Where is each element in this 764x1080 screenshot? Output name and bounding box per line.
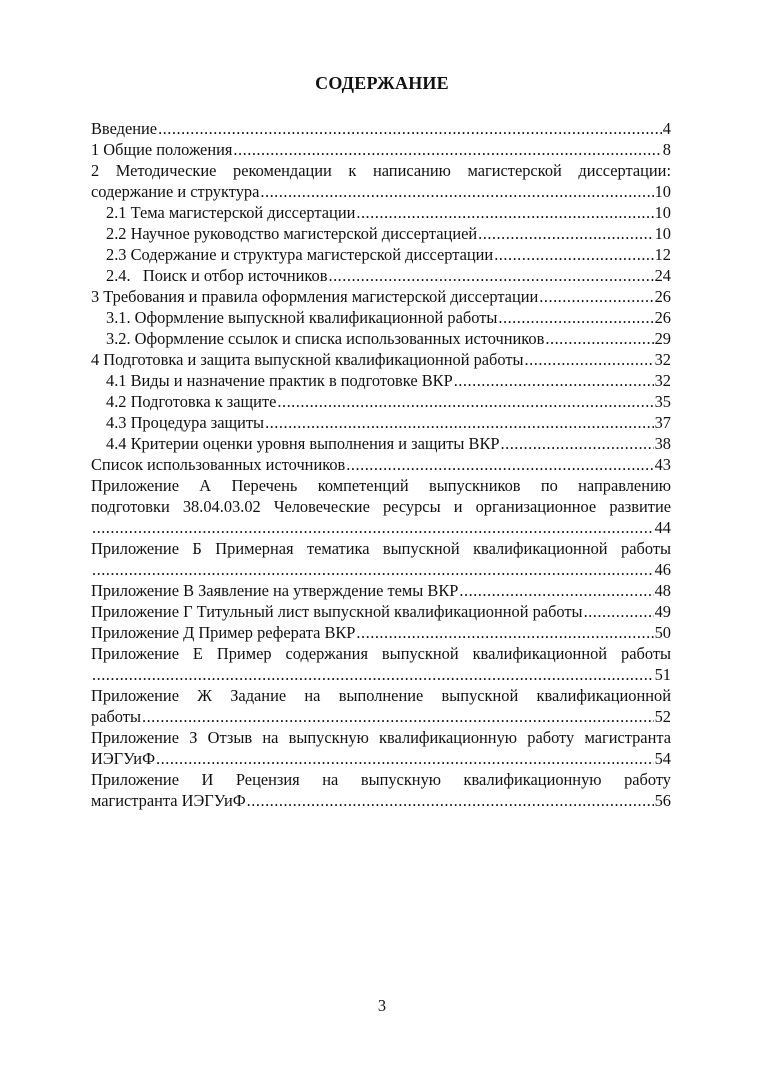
toc-entry-section-2-4[interactable] xyxy=(91,265,671,286)
leader-dots xyxy=(277,391,653,412)
toc-entry-page: 29 xyxy=(654,329,671,348)
toc-entry-title: работы xyxy=(91,707,141,726)
toc-entry-section-2-2[interactable] xyxy=(91,223,671,244)
toc-entry-section-4-4[interactable] xyxy=(91,433,671,454)
toc-entry-title-line: Приложение Ж Задание на выполнение выпускной квалификационной xyxy=(91,686,671,705)
toc-entry-title: 4.1 Виды и назначение практик в подготовке ВКР xyxy=(106,371,453,390)
leader-dots xyxy=(156,748,654,769)
toc-entry-page: 46 xyxy=(654,560,671,579)
leader-dots xyxy=(260,181,653,202)
leader-dots xyxy=(501,433,654,454)
leader-dots xyxy=(459,580,653,601)
leader-dots xyxy=(545,328,653,349)
toc-entry-page: 35 xyxy=(654,392,671,411)
leader-dots xyxy=(92,664,654,685)
leader-dots xyxy=(233,139,661,160)
leader-dots xyxy=(494,244,653,265)
toc-entry-title: Приложение Г Титульный лист выпускной квалификационной работы xyxy=(91,602,583,621)
leader-dots xyxy=(247,790,654,811)
toc-entry-page: 51 xyxy=(654,665,671,684)
toc-entry-page: 37 xyxy=(654,413,671,432)
toc-entry-section-3[interactable] xyxy=(91,286,671,307)
toc-entry-page: 44 xyxy=(654,518,671,537)
toc-entry-section-3-2[interactable] xyxy=(91,328,671,349)
toc-entry-title: 2.3 Содержание и структура магистерской диссертации xyxy=(106,245,494,264)
toc-entry-section-1[interactable] xyxy=(91,139,671,160)
toc-entry-title: Приложение В Заявление на утверждение темы ВКР xyxy=(91,581,459,600)
toc-entry-references[interactable] xyxy=(91,454,671,475)
toc-entry-title-line: Приложение З Отзыв на выпускную квалификационную работу магистранта xyxy=(91,728,671,747)
toc-entry-title-line: Приложение И Рецензия на выпускную квалификационную работу xyxy=(91,770,671,789)
toc-entry-title: 4.2 Подготовка к защите xyxy=(106,392,277,411)
toc-entry-title: 3 Требования и правила оформления магистерской диссертации xyxy=(91,287,539,306)
toc-entry-title: 3.2. Оформление ссылок и списка использованных источников xyxy=(106,329,545,348)
leader-dots xyxy=(92,559,654,580)
toc-entry-section-4-3[interactable] xyxy=(91,412,671,433)
toc-entry-title: 2.1 Тема магистерской диссертации xyxy=(106,203,356,222)
toc-entry-title-line: Приложение Е Пример содержания выпускной квалификационной работы xyxy=(91,644,671,663)
toc-entry-page: 32 xyxy=(654,350,671,369)
leader-dots xyxy=(525,349,654,370)
toc-entry-page: 38 xyxy=(654,434,671,453)
toc-entry-page: 26 xyxy=(654,308,671,327)
leader-dots xyxy=(158,118,662,139)
toc-entry-appendix-i[interactable] xyxy=(91,769,671,811)
toc-entry-title: 4.3 Процедура защиты xyxy=(106,413,265,432)
toc-entry-title: содержание и структура xyxy=(91,182,260,201)
toc-entry-title: Приложение Д Пример реферата ВКР xyxy=(91,623,356,642)
toc-entry-appendix-g[interactable] xyxy=(91,601,671,622)
toc-entry-appendix-a[interactable] xyxy=(91,475,671,538)
toc-entry-page: 32 xyxy=(654,371,671,390)
leader-dots xyxy=(454,370,654,391)
toc-entry-title: 1 Общие положения xyxy=(91,140,233,159)
toc-entry-page: 56 xyxy=(654,791,671,810)
toc-entry-title: 4.4 Критерии оценки уровня выполнения и защиты ВКР xyxy=(106,434,500,453)
toc-entry-page: 24 xyxy=(654,266,671,285)
toc-entry-page: 48 xyxy=(654,581,671,600)
toc-entry-title: 4 Подготовка и защита выпускной квалификационной работы xyxy=(91,350,524,369)
toc-entry-title: магистранта ИЭГУиФ xyxy=(91,791,246,810)
page-number: 3 xyxy=(377,996,387,1015)
toc-entry-page: 4 xyxy=(662,119,671,138)
toc-entry-title: 3.1. Оформление выпускной квалификационной работы xyxy=(106,308,498,327)
toc-entry-introduction[interactable] xyxy=(91,118,671,139)
toc-entry-title-line: Приложение Б Примерная тематика выпускной квалификационной работы xyxy=(91,539,671,558)
toc-entry-page: 49 xyxy=(654,602,671,621)
toc-entry-section-2[interactable] xyxy=(91,160,671,202)
toc-entry-section-2-3[interactable] xyxy=(91,244,671,265)
leader-dots xyxy=(356,622,653,643)
toc-entry-section-4[interactable] xyxy=(91,349,671,370)
page-title: СОДЕРЖАНИЕ xyxy=(315,73,449,93)
leader-dots xyxy=(346,454,653,475)
toc-entry-title-line: подготовки 38.04.03.02 Человеческие ресурсы и организационное развитие xyxy=(91,497,671,516)
leader-dots xyxy=(92,517,654,538)
toc-entry-appendix-v[interactable] xyxy=(91,580,671,601)
toc-entry-page: 52 xyxy=(654,707,671,726)
toc-entry-page: 10 xyxy=(654,203,671,222)
leader-dots xyxy=(478,223,653,244)
toc-entry-page: 12 xyxy=(654,245,671,264)
toc-entry-section-4-2[interactable] xyxy=(91,391,671,412)
toc-entry-appendix-d[interactable] xyxy=(91,622,671,643)
toc-entry-title: 2.4. Поиск и отбор источников xyxy=(106,266,328,285)
toc-entry-appendix-b[interactable] xyxy=(91,538,671,580)
table-of-contents xyxy=(91,118,671,811)
toc-entry-page: 43 xyxy=(654,455,671,474)
leader-dots xyxy=(498,307,653,328)
toc-entry-title-line: Приложение А Перечень компетенций выпускников по направлению xyxy=(91,476,671,495)
toc-entry-title-line: 2 Методические рекомендации к написанию магистерской диссертации: xyxy=(91,161,671,180)
toc-entry-appendix-e[interactable] xyxy=(91,643,671,685)
leader-dots xyxy=(265,412,654,433)
toc-entry-appendix-z[interactable] xyxy=(91,727,671,769)
toc-entry-section-3-1[interactable] xyxy=(91,307,671,328)
leader-dots xyxy=(328,265,653,286)
toc-entry-appendix-zh[interactable] xyxy=(91,685,671,727)
toc-entry-title: Введение xyxy=(91,119,158,138)
toc-entry-title: Список использованных источников xyxy=(91,455,346,474)
toc-entry-title: 2.2 Научное руководство магистерской диссертацией xyxy=(106,224,478,243)
toc-entry-page: 50 xyxy=(654,623,671,642)
toc-entry-page: 10 xyxy=(654,224,671,243)
leader-dots xyxy=(539,286,653,307)
toc-entry-page: 54 xyxy=(654,749,671,768)
toc-entry-title: ИЭГУиФ xyxy=(91,749,156,768)
toc-entry-page: 10 xyxy=(654,182,671,201)
toc-entry-section-4-1[interactable] xyxy=(91,370,671,391)
leader-dots xyxy=(584,601,654,622)
leader-dots xyxy=(142,706,654,727)
toc-entry-page: 26 xyxy=(654,287,671,306)
toc-entry-page: 8 xyxy=(662,140,671,159)
leader-dots xyxy=(356,202,653,223)
toc-entry-section-2-1[interactable] xyxy=(91,202,671,223)
